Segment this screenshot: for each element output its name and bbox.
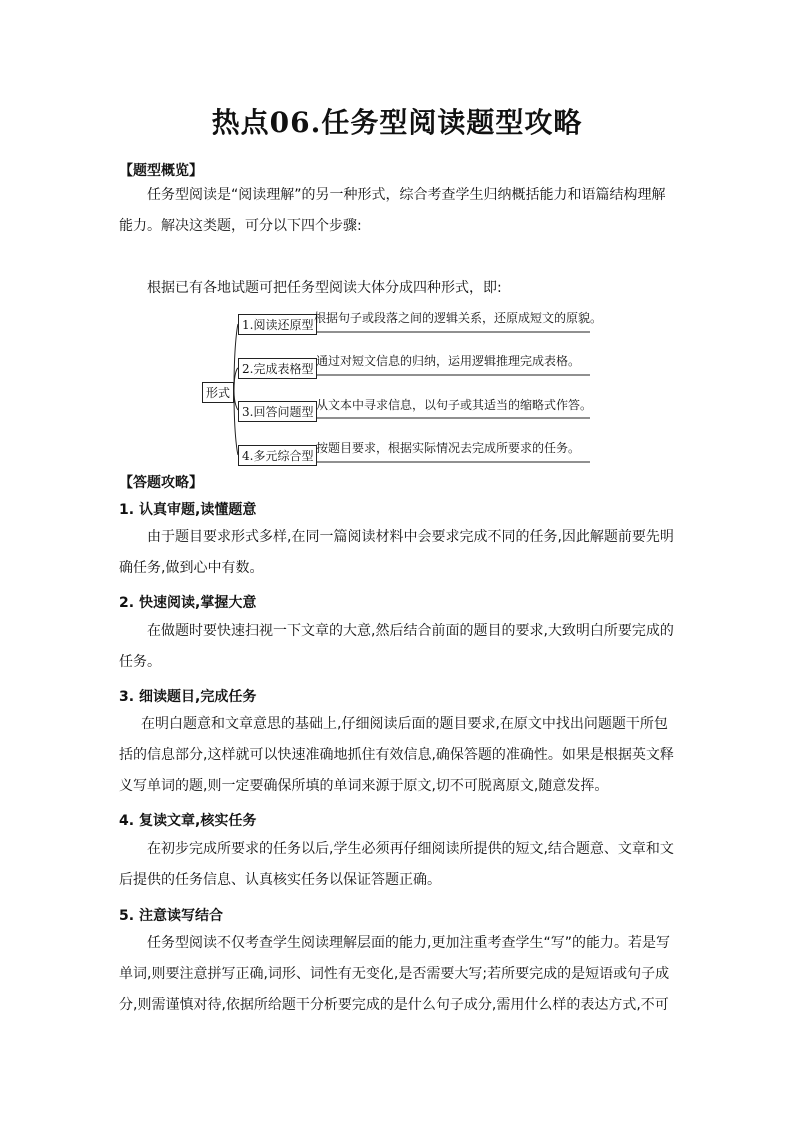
branch-label-2: 2.完成表格型: [238, 358, 317, 379]
overview-paragraph-2: 根据已有各地试题可把任务型阅读大体分成四种形式，即:: [147, 280, 502, 296]
step-4-title: [119, 810, 256, 830]
branch-desc-3: 从文本中寻求信息，以句子或其适当的缩略式作答。: [316, 398, 593, 412]
step-number: 4.: [119, 813, 135, 829]
step-title-text: 注意读写结合: [139, 908, 223, 924]
step-4-text: 在初步完成所要求的任务以后,学生必须再仔细阅读所提供的短文,结合题意、文章和文后提供的任务信息、认真核实任务以保证答题正确。: [119, 841, 674, 888]
step-title-text: 复读文章,核实任务: [139, 813, 257, 829]
forms-mindmap: [198, 300, 608, 470]
strategy-heading: 【答题攻略】: [119, 475, 203, 491]
step-2-text: 在做题时要快速扫视一下文章的大意,然后结合前面的题目的要求,大致明白所要完成的任务。: [119, 623, 674, 670]
branch-label-4: 4.多元综合型: [238, 445, 317, 466]
step-number: 5.: [119, 908, 135, 924]
step-title-text: 认真审题,读懂题意: [139, 502, 257, 518]
step-number: 1.: [119, 502, 135, 518]
step-title-text: 细读题目,完成任务: [139, 689, 257, 705]
step-1-text: 由于题目要求形式多样,在同一篇阅读材料中会要求完成不同的任务,因此解题前要先明确任务,做到心中有数。: [119, 529, 674, 576]
step-title-text: 快速阅读,掌握大意: [139, 595, 257, 611]
branch-desc-1: 根据句子或段落之间的逻辑关系，还原成短文的原貌。: [314, 311, 603, 325]
step-2-title: [119, 592, 256, 612]
overview-paragraph-1: 任务型阅读是“阅读理解”的另一种形式，综合考查学生归纳概括能力和语篇结构理解能力。解决这类题，可分以下四个步骤:: [119, 187, 666, 234]
branch-label-1: 1.阅读还原型: [238, 314, 317, 335]
step-5-text: 任务型阅读不仅考查学生阅读理解层面的能力,更加注重考查学生“写”的能力。若是写单词,则要注意拼写正确,词形、词性有无变化,是否需要大写;若所要完成的是短语或句子成分,则需谨慎对待,依据所给题干分析要完成的是什么句子成分,需用什么样的表达方式,不可: [119, 935, 670, 1013]
step-3-title: [119, 686, 256, 706]
step-5-title: [119, 905, 223, 925]
step-number: 3.: [119, 689, 135, 705]
mindmap-root: 形式: [202, 382, 234, 403]
branch-label-3: 3.回答问题型: [238, 401, 317, 422]
step-number: 2.: [119, 595, 135, 611]
branch-desc-2: 通过对短文信息的归纳，运用逻辑推理完成表格。: [316, 354, 581, 368]
page-title: 热点06.任务型阅读题型攻略: [211, 106, 583, 139]
step-3-text: 在明白题意和文章意思的基础上,仔细阅读后面的题目要求,在原文中找出问题题干所包括的信息部分,这样就可以快速准确地抓住有效信息,确保答题的准确性。如果是根据英文释义写单词的题,则一定要确保所填的单词来源于原文,切不可脱离原文,随意发挥。: [119, 716, 674, 794]
overview-heading: 【题型概览】: [119, 163, 203, 179]
branch-desc-4: 按题目要求，根据实际情况去完成所要求的任务。: [316, 441, 581, 455]
step-1-title: [119, 499, 256, 519]
